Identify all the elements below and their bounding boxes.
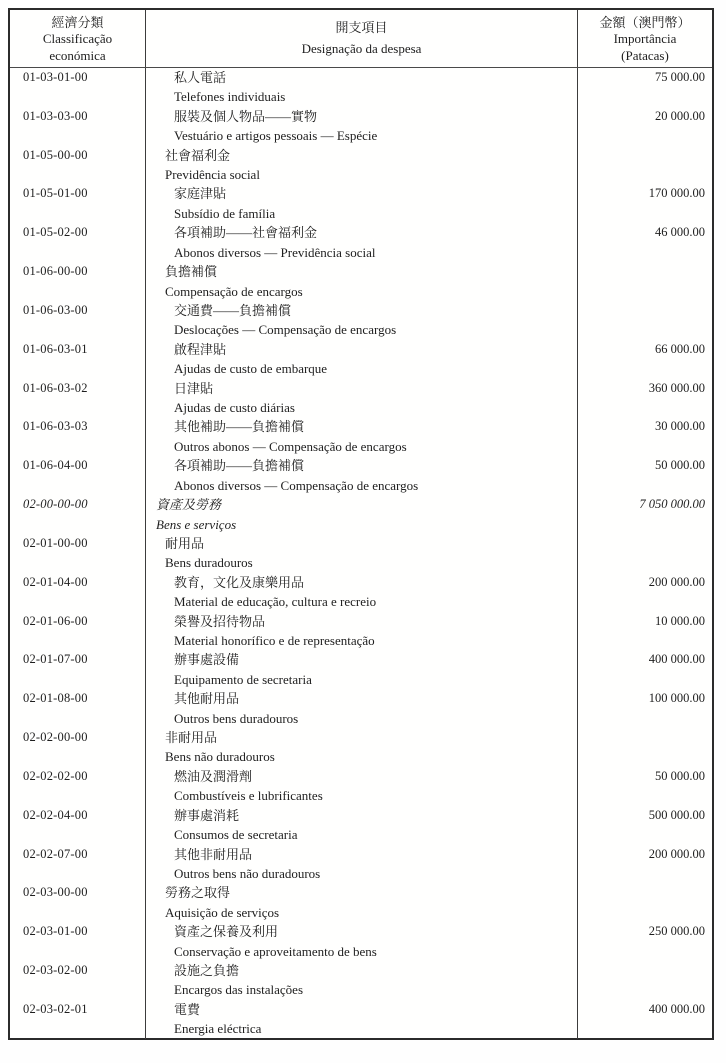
table-row — [10, 301, 712, 340]
designation-zh: 非耐用品 — [165, 730, 218, 746]
table-row — [10, 68, 712, 107]
economic-code: 02-00-00-00 — [23, 497, 88, 512]
amount-value: 200 000.00 — [648, 846, 705, 861]
code-cell — [10, 767, 145, 806]
designation-zh: 私人電話 — [174, 70, 227, 85]
designation-cell — [145, 689, 578, 728]
designation-cell — [145, 883, 578, 922]
amount-value: 7 050 000.00 — [639, 497, 705, 512]
amount-value: 400 000.00 — [648, 652, 705, 667]
designation-cell — [145, 612, 578, 651]
economic-code: 01-05-00-00 — [23, 147, 88, 162]
designation-cell — [145, 146, 578, 185]
designation-pt: Vestuário e artigos pessoais — Espécie — [174, 128, 378, 144]
amount-cell — [578, 495, 712, 534]
designation-cell — [145, 495, 578, 534]
amount-cell — [578, 379, 712, 418]
table-row — [10, 573, 712, 612]
designation-cell — [145, 417, 578, 456]
designation-pt: Bens e serviços — [156, 516, 237, 532]
designation-cell — [145, 223, 578, 262]
code-cell — [10, 845, 145, 884]
economic-code: 01-06-03-03 — [23, 419, 88, 434]
amount-cell — [578, 728, 712, 767]
amount-value: 170 000.00 — [648, 186, 705, 201]
designation-zh: 啟程津貼 — [174, 341, 227, 357]
amount-value: 46 000.00 — [655, 225, 705, 240]
designation-pt: Abonos diversos — Previdência social — [174, 244, 376, 260]
amount-cell — [578, 767, 712, 806]
amount-value: 50 000.00 — [655, 768, 705, 783]
designation-pt: Outros bens duradouros — [174, 710, 299, 726]
amount-value: 20 000.00 — [655, 108, 705, 123]
designation-cell — [145, 806, 578, 845]
code-cell — [10, 68, 145, 107]
designation-zh: 教育，文化及康樂用品 — [174, 574, 305, 590]
amount-value: 250 000.00 — [648, 924, 705, 939]
designation-pt: Bens não duradouros — [165, 749, 275, 765]
designation-cell — [145, 650, 578, 689]
designation-pt: Conservação e aproveitamento de bens — [174, 943, 377, 959]
economic-code: 01-06-03-02 — [23, 380, 88, 395]
code-cell — [10, 806, 145, 845]
code-cell — [10, 495, 145, 534]
code-cell — [10, 223, 145, 262]
economic-code: 01-03-03-00 — [23, 108, 88, 123]
designation-pt: Encargos das instalações — [174, 982, 303, 998]
amount-cell — [578, 1000, 712, 1039]
header-designation-zh: 開支項目 — [335, 20, 388, 35]
header-economic-classification — [10, 10, 145, 67]
designation-cell — [145, 68, 578, 107]
economic-code: 01-03-01-00 — [23, 70, 88, 84]
code-cell — [10, 146, 145, 185]
amount-cell — [578, 650, 712, 689]
designation-zh: 其他耐用品 — [174, 691, 240, 707]
designation-pt: Combustíveis e lubrificantes — [174, 788, 323, 804]
designation-zh: 各項補助——負擔補償 — [174, 458, 305, 474]
amount-value: 200 000.00 — [648, 574, 705, 589]
designation-zh: 其他補助——負擔補償 — [174, 419, 305, 435]
designation-cell — [145, 845, 578, 884]
designation-cell — [145, 534, 578, 573]
economic-code: 02-03-00-00 — [23, 885, 88, 900]
code-cell — [10, 883, 145, 922]
table-row — [10, 728, 712, 767]
table-row — [10, 146, 712, 185]
amount-value: 50 000.00 — [655, 458, 705, 473]
table-row — [10, 107, 712, 146]
designation-pt: Subsídio de família — [174, 205, 276, 221]
code-cell — [10, 379, 145, 418]
designation-pt: Consumos de secretaria — [174, 827, 298, 843]
header-designation-pt: Designação da despesa — [301, 40, 422, 56]
economic-code: 02-01-07-00 — [23, 652, 88, 667]
code-cell — [10, 922, 145, 961]
designation-cell — [145, 379, 578, 418]
amount-cell — [578, 340, 712, 379]
code-cell — [10, 728, 145, 767]
header-economic-classification-pt1: Classificação — [42, 31, 113, 47]
designation-zh: 家庭津貼 — [174, 186, 227, 202]
expense-budget-table — [8, 8, 714, 1040]
amount-cell — [578, 146, 712, 185]
code-cell — [10, 689, 145, 728]
designation-cell — [145, 301, 578, 340]
designation-pt: Bens duradouros — [165, 555, 253, 571]
designation-pt: Outros bens não duradouros — [174, 865, 321, 881]
amount-cell — [578, 262, 712, 301]
table-body — [10, 68, 712, 1039]
amount-cell — [578, 922, 712, 961]
header-designation — [145, 10, 578, 67]
amount-value: 360 000.00 — [648, 380, 705, 395]
economic-code: 01-06-04-00 — [23, 458, 88, 473]
economic-code: 02-01-06-00 — [23, 613, 88, 628]
amount-value: 500 000.00 — [648, 807, 705, 822]
amount-cell — [578, 689, 712, 728]
header-economic-classification-pt2: económica — [49, 47, 106, 63]
economic-code: 01-05-01-00 — [23, 186, 88, 201]
header-amount-pt1: Importância — [613, 31, 677, 47]
designation-cell — [145, 262, 578, 301]
designation-pt: Ajudas de custo de embarque — [174, 361, 328, 377]
designation-pt: Material de educação, cultura e recreio — [174, 594, 377, 610]
designation-pt: Outros abonos — Compensação de encargos — [174, 438, 407, 454]
amount-cell — [578, 845, 712, 884]
table-row — [10, 806, 712, 845]
amount-cell — [578, 883, 712, 922]
designation-cell — [145, 1000, 578, 1039]
table-header-row — [10, 10, 712, 68]
designation-zh: 其他非耐用品 — [174, 846, 253, 862]
designation-cell — [145, 728, 578, 767]
amount-cell — [578, 961, 712, 1000]
amount-value: 10 000.00 — [655, 613, 705, 628]
designation-zh: 各項補助——社會福利金 — [174, 225, 318, 241]
designation-zh: 辦事處設備 — [174, 652, 240, 668]
designation-zh: 社會福利金 — [165, 147, 231, 163]
amount-cell — [578, 301, 712, 340]
designation-pt: Material honorífico e de representação — [174, 632, 375, 648]
designation-cell — [145, 107, 578, 146]
code-cell — [10, 573, 145, 612]
amount-cell — [578, 612, 712, 651]
code-cell — [10, 184, 145, 223]
header-economic-classification-zh: 經濟分類 — [51, 14, 104, 30]
designation-zh: 資產及勞務 — [156, 497, 222, 513]
economic-code: 02-02-02-00 — [23, 768, 88, 783]
table-row — [10, 689, 712, 728]
code-cell — [10, 456, 145, 495]
table-row — [10, 922, 712, 961]
table-row — [10, 534, 712, 573]
code-cell — [10, 612, 145, 651]
code-cell — [10, 650, 145, 689]
amount-cell — [578, 223, 712, 262]
designation-pt: Energia eléctrica — [174, 1021, 262, 1037]
designation-cell — [145, 767, 578, 806]
designation-zh: 交通費——負擔補償 — [174, 302, 292, 318]
code-cell — [10, 107, 145, 146]
table-row — [10, 883, 712, 922]
amount-cell — [578, 68, 712, 107]
designation-zh: 電費 — [174, 1001, 201, 1017]
amount-cell — [578, 456, 712, 495]
designation-zh: 負擔補償 — [165, 264, 218, 280]
designation-pt: Telefones individuais — [174, 89, 286, 105]
designation-cell — [145, 456, 578, 495]
code-cell — [10, 417, 145, 456]
amount-value: 75 000.00 — [655, 70, 705, 84]
designation-zh: 辦事處消耗 — [174, 807, 240, 823]
economic-code: 01-06-00-00 — [23, 264, 88, 279]
header-amount-zh: 金額（澳門幣） — [599, 14, 691, 30]
amount-cell — [578, 107, 712, 146]
table-row — [10, 961, 712, 1000]
economic-code: 02-02-00-00 — [23, 730, 88, 745]
designation-pt: Aquisição de serviços — [165, 904, 280, 920]
designation-cell — [145, 340, 578, 379]
economic-code: 02-02-07-00 — [23, 846, 88, 861]
table-row — [10, 650, 712, 689]
amount-cell — [578, 534, 712, 573]
designation-pt: Abonos diversos — Compensação de encargos — [174, 477, 419, 493]
economic-code: 02-03-02-00 — [23, 963, 88, 978]
economic-code: 02-02-04-00 — [23, 807, 88, 822]
table-row — [10, 456, 712, 495]
economic-code: 02-01-08-00 — [23, 691, 88, 706]
amount-value: 66 000.00 — [655, 341, 705, 356]
economic-code: 02-03-01-00 — [23, 924, 88, 939]
economic-code: 01-05-02-00 — [23, 225, 88, 240]
table-row — [10, 417, 712, 456]
designation-cell — [145, 184, 578, 223]
economic-code: 01-06-03-01 — [23, 341, 88, 356]
amount-cell — [578, 573, 712, 612]
table-row — [10, 845, 712, 884]
amount-cell — [578, 806, 712, 845]
code-cell — [10, 961, 145, 1000]
economic-code: 02-01-04-00 — [23, 574, 88, 589]
economic-code: 01-06-03-00 — [23, 302, 88, 317]
designation-zh: 日津貼 — [174, 380, 214, 396]
header-amount-pt2: (Patacas) — [621, 47, 669, 63]
table-row — [10, 612, 712, 651]
designation-pt: Deslocações — Compensação de encargos — [174, 322, 397, 338]
code-cell — [10, 340, 145, 379]
designation-zh: 設施之負擔 — [174, 963, 240, 979]
economic-code: 02-03-02-01 — [23, 1001, 88, 1016]
header-amount — [578, 10, 712, 67]
designation-cell — [145, 922, 578, 961]
table-row — [10, 767, 712, 806]
table-row — [10, 262, 712, 301]
amount-value: 100 000.00 — [648, 691, 705, 706]
amount-cell — [578, 417, 712, 456]
amount-cell — [578, 184, 712, 223]
designation-pt: Compensação de encargos — [165, 283, 303, 299]
amount-value: 400 000.00 — [648, 1001, 705, 1016]
code-cell — [10, 1000, 145, 1039]
table-row — [10, 495, 712, 534]
designation-cell — [145, 573, 578, 612]
designation-zh: 耐用品 — [165, 535, 205, 551]
designation-zh: 服裝及個人物品——實物 — [174, 108, 318, 124]
code-cell — [10, 534, 145, 573]
designation-pt: Ajudas de custo diárias — [174, 400, 295, 416]
designation-zh: 資產之保養及利用 — [174, 924, 279, 940]
amount-value: 30 000.00 — [655, 419, 705, 434]
code-cell — [10, 262, 145, 301]
table-row — [10, 340, 712, 379]
table-row — [10, 1000, 712, 1039]
designation-cell — [145, 961, 578, 1000]
table-row — [10, 379, 712, 418]
economic-code: 02-01-00-00 — [23, 535, 88, 550]
designation-pt: Equipamento de secretaria — [174, 671, 312, 687]
designation-zh: 燃油及潤滑劑 — [174, 768, 253, 784]
table-row — [10, 184, 712, 223]
designation-zh: 榮譽及招待物品 — [174, 613, 266, 629]
code-cell — [10, 301, 145, 340]
designation-pt: Previdência social — [165, 167, 260, 183]
designation-zh: 勞務之取得 — [165, 885, 231, 901]
table-row — [10, 223, 712, 262]
